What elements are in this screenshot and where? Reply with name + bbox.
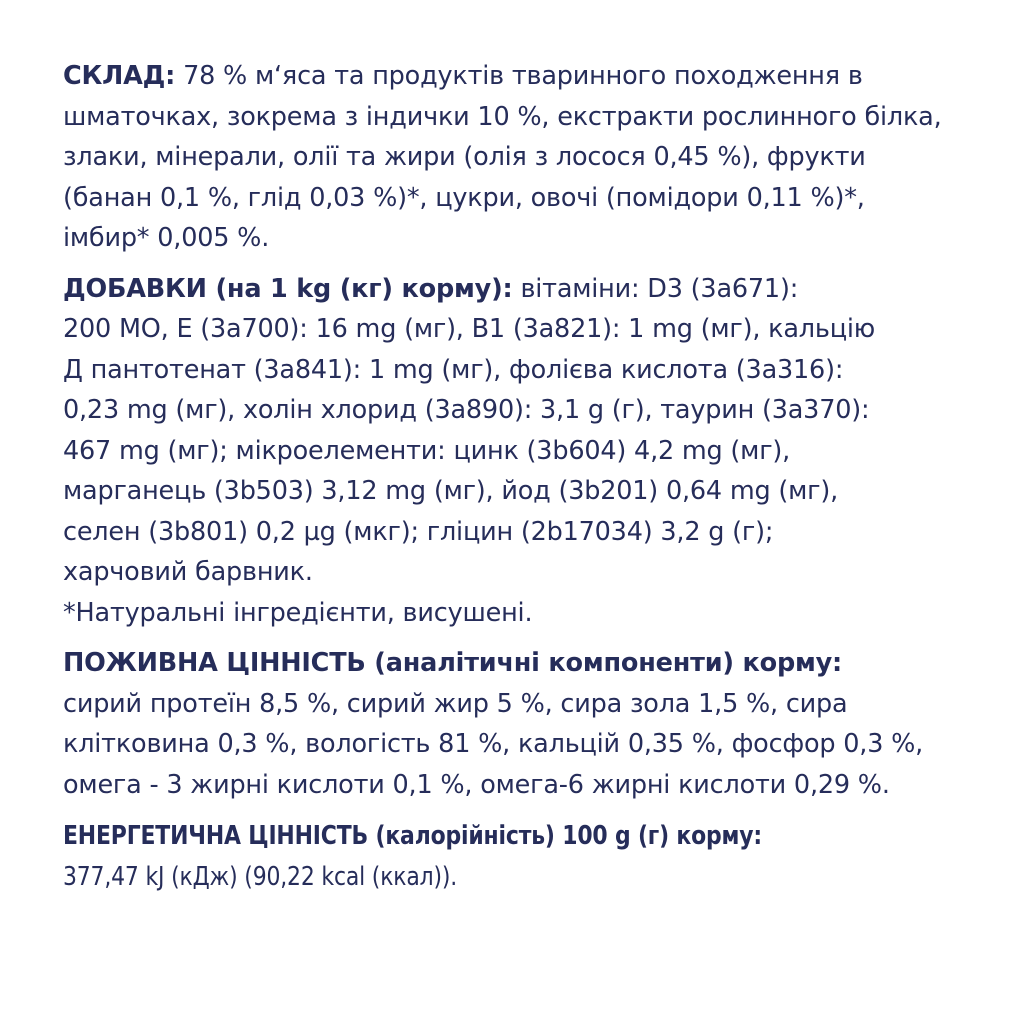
additives-line-7: селен (3b801) 0,2 µg (мкг); гліцин (2b17034) 3,2 g (г); (63, 516, 774, 547)
nutrition-heading: ПОЖИВНА ЦІННІСТЬ (аналітичні компоненти) корму: (63, 648, 843, 678)
additives-line-5: 467 mg (мг); мікроелементи: цинк (3b604) 4,2 mg (мг), (63, 435, 791, 466)
energy-heading: ЕНЕРГЕТИЧНА ЦІННІСТЬ (калорійність) 100 g (г) корму: (63, 821, 763, 851)
nutrition-line-1: сирий протеїн 8,5 %, сирий жир 5 %, сира зола 1,5 %, сира (63, 688, 848, 719)
additives-line-4: 0,23 mg (мг), холін хлорид (3a890): 3,1 g (г), таурин (3a370): (63, 395, 870, 425)
nutrition-line-3: омега - 3 жирні кислоти 0,1 %, омега-6 жирні кислоти 0,29 %. (63, 769, 890, 800)
composition-line-4: (банан 0,1 %, глід 0,03 %)*, цукри, овочі (помідори 0,11 %)*, (63, 182, 865, 213)
additives-line-2: 200 МО, E (3a700): 16 mg (мг), B1 (3a821): 1 mg (мг), кальцію (63, 314, 876, 344)
additives-line-3: Д пантотенат (3a841): 1 mg (мг), фолієва кислота (3a316): (63, 354, 844, 385)
energy-section (63, 816, 993, 897)
nutrition-line-2: клітковина 0,3 %, вологість 81 %, кальцій 0,35 %, фосфор 0,3 %, (63, 729, 924, 759)
nutrition-section (63, 643, 993, 805)
composition-line-5: імбир* 0,005 %. (63, 223, 270, 253)
energy-value: 377,47 kJ (кДж) (90,22 kcal (ккал)). (63, 861, 458, 892)
composition-line-3: злаки, мінерали, олії та жири (олія з лосося 0,45 %), фрукти (63, 142, 866, 172)
composition-heading: СКЛАД: (63, 61, 176, 91)
additives-line-8: харчовий барвник. (63, 557, 313, 587)
additives-line-6: марганець (3b503) 3,12 mg (мг), йод (3b201) 0,64 mg (мг), (63, 476, 839, 506)
composition-line-1: СКЛАД: 78 % м‘яса та продуктів тваринного походження в (63, 61, 863, 91)
additives-heading: ДОБАВКИ (на 1 kg (кг) корму): (63, 273, 513, 304)
product-label-text (63, 56, 993, 897)
composition-line-2: шматочках, зокрема з індички 10 %, екстракти рослинного білка, (63, 101, 942, 132)
natural-ingredients-footnote: *Натуральні інгредієнти, висушені. (63, 597, 533, 628)
additives-line-1: ДОБАВКИ (на 1 kg (кг) корму): вітаміни: D3 (3a671): (63, 273, 799, 304)
additives-section (63, 269, 993, 634)
composition-section (63, 56, 993, 259)
